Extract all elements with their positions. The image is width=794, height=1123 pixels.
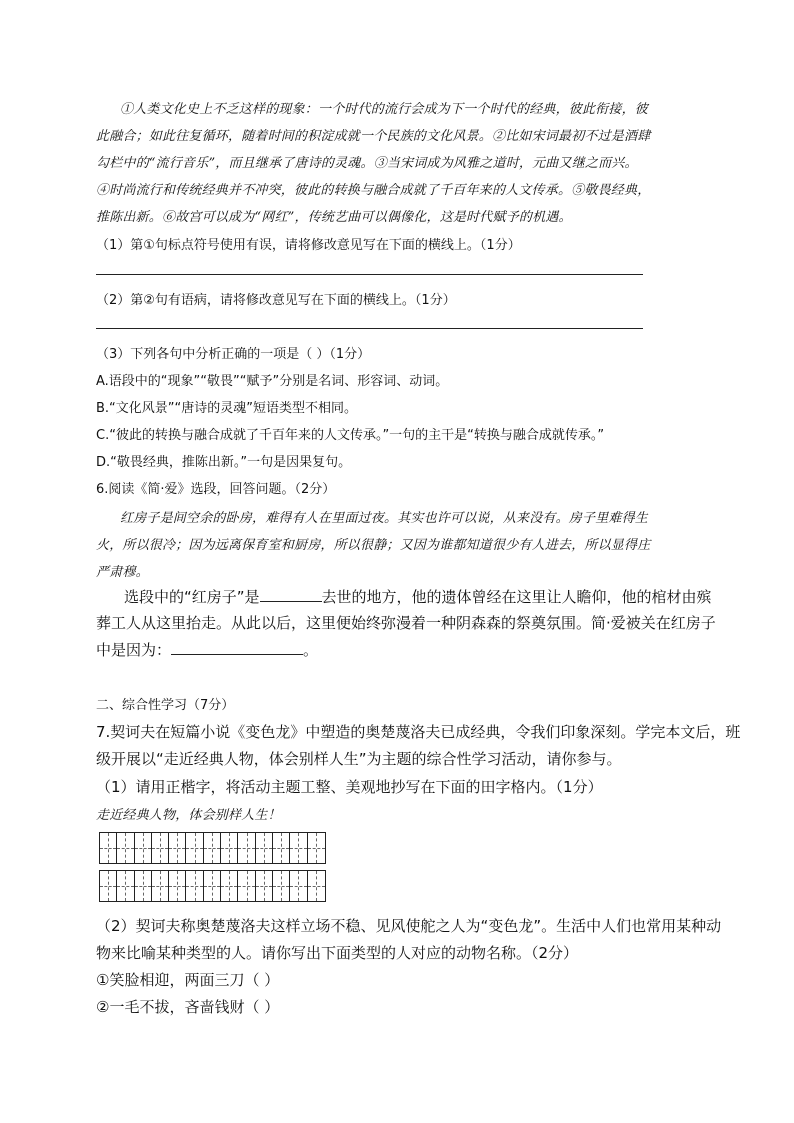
passage-line-3: 勾栏中的“流行音乐”，而且继承了唐诗的灵魂。③当宋词成为风雅之道时，元曲又继之而兴。 bbox=[96, 156, 638, 171]
grid-cell[interactable] bbox=[204, 871, 221, 901]
answer-blank-2[interactable] bbox=[171, 640, 303, 655]
q7-sub-2-line-1: （2）契诃夫称奥楚蔑洛夫这样立场不稳、见风使舵之人为“变色龙”。生活中人们也常用某种动 bbox=[96, 917, 722, 935]
grid-cell[interactable] bbox=[152, 871, 169, 901]
option-d[interactable]: D.“敬畏经典，推陈出新。”一句是因果复句。 bbox=[96, 455, 352, 470]
grid-cell[interactable] bbox=[117, 833, 134, 863]
passage-line-1: ①人类文化史上不乏这样的现象：一个时代的流行会成为下一个时代的经典，彼此衔接，彼 bbox=[120, 102, 649, 117]
grid-cell[interactable] bbox=[169, 871, 186, 901]
grid-cell[interactable] bbox=[221, 871, 238, 901]
grid-cell[interactable] bbox=[135, 871, 152, 901]
question-6-title: 6.阅读《简·爱》选段，回答问题。（2分） bbox=[96, 482, 336, 497]
passage-line-2: 此融合；如此往复循环，随着时间的积淀成就一个民族的文化风景。②比如宋词最初不过是酒肆 bbox=[96, 129, 651, 144]
grid-cell[interactable] bbox=[238, 833, 255, 863]
q7-item-2[interactable]: ②一毛不拔，吝啬钱财（ ） bbox=[96, 998, 280, 1016]
q6-text-3a: 中是因为： bbox=[96, 641, 172, 659]
grid-cell[interactable] bbox=[186, 833, 203, 863]
q6-text-line-1 bbox=[124, 586, 712, 607]
grid-cell[interactable] bbox=[169, 833, 186, 863]
q7-item-1[interactable]: ①笑脸相迎，两面三刀（ ） bbox=[96, 971, 280, 989]
answer-line-2[interactable] bbox=[96, 328, 643, 329]
grid-cell[interactable] bbox=[290, 833, 307, 863]
q6-text-line-3 bbox=[96, 639, 318, 660]
grid-cell[interactable] bbox=[100, 833, 117, 863]
grid-cell[interactable] bbox=[135, 833, 152, 863]
question-1: （1）第①句标点符号使用有误，请将修改意见写在下面的横线上。（1分） bbox=[96, 238, 521, 253]
option-c[interactable]: C.“彼此的转换与融合成就了千百年来的人文传承。”一句的主干是“转换与融合成就传承。” bbox=[96, 428, 605, 443]
grid-cell[interactable] bbox=[221, 833, 238, 863]
grid-cell[interactable] bbox=[238, 871, 255, 901]
theme-text: 走近经典人物，体会别样人生！ bbox=[96, 808, 281, 823]
q7-line-1: 7.契诃夫在短篇小说《变色龙》中塑造的奥楚蔑洛夫已成经典，令我们印象深刻。学完本文后，班 bbox=[96, 723, 741, 741]
grid-cell[interactable] bbox=[204, 833, 221, 863]
tianzige-row-2[interactable] bbox=[99, 870, 326, 902]
excerpt-line-2: 火，所以很冷；因为远离保育室和厨房，所以很静；又因为谁都知道很少有人进去，所以显得庄 bbox=[96, 538, 651, 553]
excerpt-line-3: 严肃穆。 bbox=[96, 565, 149, 580]
q6-text-1b: 去世的地方，他的遗体曾经在这里让人瞻仰，他的棺材由殡 bbox=[321, 588, 712, 606]
grid-cell[interactable] bbox=[308, 871, 325, 901]
option-a[interactable]: A.语段中的“现象”“敬畏”“赋予”分别是名词、形容词、动词。 bbox=[96, 374, 449, 389]
q7-sub-1: （1）请用正楷字，将活动主题工整、美观地抄写在下面的田字格内。（1分） bbox=[96, 778, 603, 796]
question-2: （2）第②句有语病，请将修改意见写在下面的横线上。（1分） bbox=[96, 293, 456, 308]
q6-text-line-2: 葬工人从这里抬走。从此以后，这里便始终弥漫着一种阴森森的祭奠氛围。简·爱被关在红房子 bbox=[96, 614, 716, 632]
question-3: （3）下列各句中分析正确的一项是（ ）（1分） bbox=[96, 347, 371, 362]
passage-line-5: 推陈出新。⑥故宫可以成为“网红”，传统艺曲可以偶像化，这是时代赋予的机遇。 bbox=[96, 210, 572, 225]
option-b[interactable]: B.“文化风景”“唐诗的灵魂”短语类型不相同。 bbox=[96, 401, 357, 416]
grid-cell[interactable] bbox=[186, 871, 203, 901]
grid-cell[interactable] bbox=[256, 871, 273, 901]
excerpt-line-1: 红房子是间空余的卧房，难得有人在里面过夜。其实也许可以说，从来没有。房子里难得生 bbox=[120, 511, 649, 526]
answer-blank-1[interactable] bbox=[260, 587, 322, 602]
grid-cell[interactable] bbox=[290, 871, 307, 901]
tianzige-row-1[interactable] bbox=[99, 832, 326, 864]
section-2-title: 二、综合性学习（7分） bbox=[96, 698, 235, 713]
q7-line-2: 级开展以“走近经典人物，体会别样人生”为主题的综合性学习活动，请你参与。 bbox=[96, 750, 622, 768]
q6-text-3b: 。 bbox=[303, 641, 319, 659]
passage-line-4: ④时尚流行和传统经典并不冲突，彼此的转换与融合成就了千百年来的人文传承。⑤敬畏经典， bbox=[96, 183, 651, 198]
answer-line-1[interactable] bbox=[96, 274, 643, 275]
grid-cell[interactable] bbox=[308, 833, 325, 863]
grid-cell[interactable] bbox=[273, 833, 290, 863]
grid-cell[interactable] bbox=[100, 871, 117, 901]
q7-sub-2-line-2: 物来比喻某种类型的人。请你写出下面类型的人对应的动物名称。（2分） bbox=[96, 944, 579, 962]
q6-text-1a: 选段中的“红房子”是 bbox=[124, 588, 260, 606]
grid-cell[interactable] bbox=[117, 871, 134, 901]
grid-cell[interactable] bbox=[256, 833, 273, 863]
grid-cell[interactable] bbox=[273, 871, 290, 901]
grid-cell[interactable] bbox=[152, 833, 169, 863]
